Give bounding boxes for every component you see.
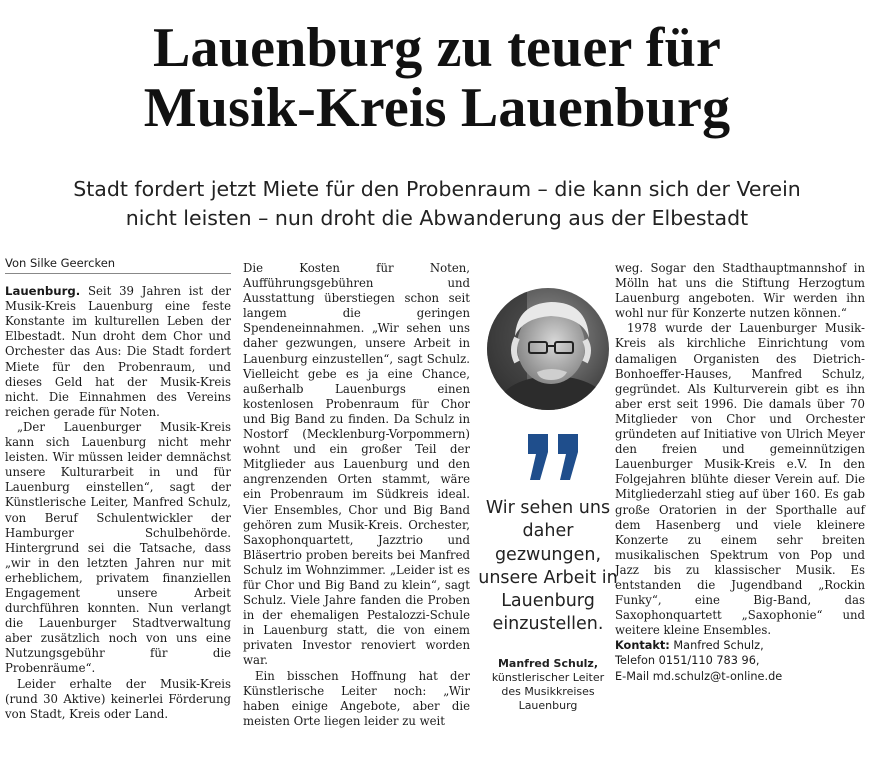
quote-mark-icon: [524, 430, 584, 486]
quote-author-role: künstlerischer Leiter: [491, 671, 605, 684]
contact-email[interactable]: E-Mail md.schulz@t-online.de: [615, 669, 783, 683]
subhead-line-1: Stadt fordert jetzt Miete für den Probenraum – die kann sich der Verein: [73, 177, 801, 201]
pull-quote: Wir sehen uns daher gezwungen, unsere Arbeit in Lauenburg einzustellen.: [478, 498, 618, 635]
quote-author-role: Lauenburg: [518, 699, 578, 712]
paragraph: Ein bisschen Hoffnung hat der Künstlerische Leiter noch: „Wir haben einige Angebote, aber die meisten Orte liegen leider zu weit: [243, 668, 470, 728]
subhead-line-2: nicht leisten – nun droht die Abwanderung aus der Elbestadt: [125, 206, 749, 230]
paragraph: weg. Sogar den Stadthauptmannshof in Mölln hat uns die Stiftung Herzogtum Lauenburg angeboten. Wir werden ihn wohl nur für Konzerte nutzen können.“: [615, 261, 865, 321]
article-column-2: [243, 261, 470, 729]
pull-quote-attribution: [478, 657, 618, 713]
dateline: Lauenburg.: [5, 284, 81, 299]
contact-name: Manfred Schulz,: [669, 639, 764, 653]
paragraph: „Der Lauenburger Musik-Kreis kann sich Lauenburg nicht mehr leisten. Wir müssen leider demnächst unsere Kulturarbeit in und für Lauenburg einstellen“, sagt der Künstlerische Leiter, Manfred Schulz, von Beruf Schulentwickler der Hamburger Schulbehörde. Hintergrund sei die Tatsache, dass „wir in den letzten Jahren nur mit erheblichem, privatem finanziellen Engagement unsere Arbeit durchführen konnten. Nun verlangt die Lauenburger Stadtverwaltung aber zusätzlich noch von uns eine Nutzungsgebühr für die Probenräume“.: [5, 419, 231, 676]
contact-label: Kontakt:: [615, 639, 670, 653]
headline-line-2: Musik-Kreis Lauenburg: [143, 77, 731, 139]
subheadline: [0, 175, 874, 233]
contact-block: [615, 638, 865, 683]
article-column-3: [615, 261, 865, 684]
headline: [0, 18, 874, 138]
article-column-1: [5, 256, 231, 722]
paragraph: Die Kosten für Noten, Aufführungsgebühren und Ausstattung überstiegen schon seit langem die geringen Spendeneinnahmen. „Wir sehen uns daher gezwungen, unsere Arbeit in Lauenburg einzustellen“, sagt Schulz. Vielleicht gebe es ja eine Chance, außerhalb Lauenburgs einen kostenlosen Probenraum für Chor und Big Band zu finden. Da Schulz in Nostorf (Mecklenburg-Vorpommern) wohnt und ein großer Teil der Mitglieder aus Lauenburg und den angrenzenden Orten stammt, wäre ein Probenraum im Südkreis ideal. Vier Ensembles, Chor und Big Band gehören zum Musik-Kreis. Orchester, Saxophonquartett, Jazztrio und Bläsertrio proben bereits bei Manfred Schulz im Wohnzimmer. „Leider ist es für Chor und Big Band zu klein“, sagt Schulz. Viele Jahre fanden die Proben in der ehemaligen Pestalozzi-Schule in Lauenburg statt, die von einem privaten Investor renoviert worden war.: [243, 261, 470, 668]
paragraph: 1978 wurde der Lauenburger Musik-Kreis als kirchliche Einrichtung vom damaligen Organisten des Dietrich-Bonhoeffer-Hauses, Manfred Schulz, gegründet. Als Kulturverein gibt es ihn aber erst seit 1996. Die damals über 70 Mitglieder von Chor und Orchester gründeten auf Initiative von Ulrich Meyer den freien und gemeinnützigen Lauenburger Musik-Kreis e.V. In den Folgejahren blühte dieser Verein auf. Die Mitgliederzahl stieg auf über 160. Es gab große Oratorien in der Sporthalle auf dem Hasenberg und viele kleinere Konzerte zu einem sehr breiten musikalischen Spektrum von Pop und Jazz bis zu klassischer Musik. Es entstanden die Jugendband „Rockin Funky“, eine Big-Band, das Saxophonquartett „Saxophonie“ und weitere kleine Ensembles.: [615, 321, 865, 638]
byline: Von Silke Geercken: [5, 256, 231, 274]
quote-author-role: des Musikkreises: [501, 685, 595, 698]
portrait-illustration: [487, 288, 609, 410]
paragraph: [5, 284, 231, 420]
portrait-photo: [487, 288, 609, 410]
paragraph-text: Seit 39 Jahren ist der Musik-Kreis Lauenburg eine feste Konstante im kulturellen Leben der Elbestadt. Nun droht dem Chor und Orchester das Aus: Die Stadt fordert Miete für den Probenraum, und dieses Geld hat der Musik-Kreis nicht. Die Einnahmen des Vereins reichen gerade für Noten.: [5, 284, 231, 419]
contact-phone: Telefon 0151/110 783 96,: [615, 654, 760, 668]
quote-author-name: Manfred Schulz,: [497, 657, 599, 670]
paragraph: Leider erhalte der Musik-Kreis (rund 30 Aktive) keinerlei Förderung von Stadt, Kreis oder Land.: [5, 676, 231, 721]
headline-line-1: Lauenburg zu teuer für: [152, 17, 722, 79]
